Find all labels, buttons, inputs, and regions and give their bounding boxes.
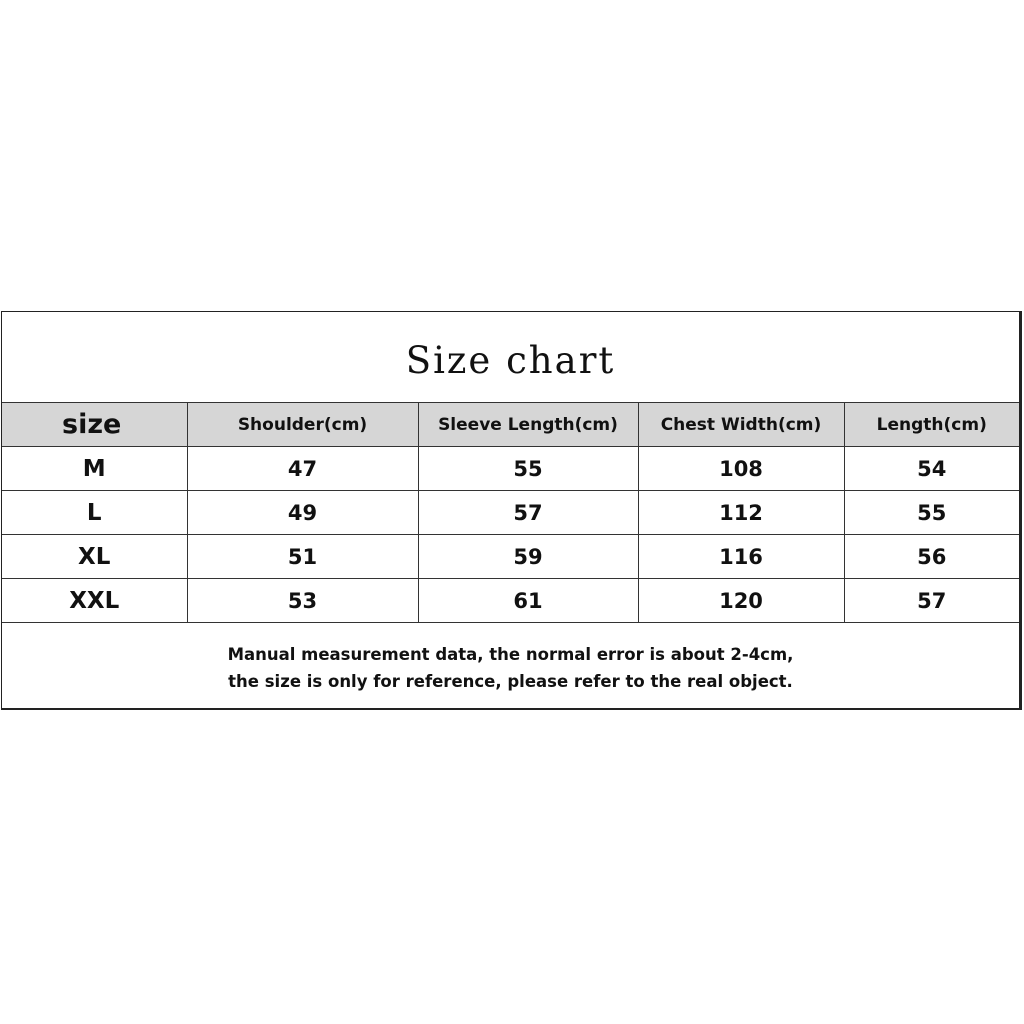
note-line: Manual measurement data, the normal error is about 2-4cm, (227, 645, 794, 664)
length-cell: 56 (844, 535, 1019, 579)
sleeve-length-cell: 59 (418, 535, 638, 579)
table-row (2, 535, 1019, 579)
shoulder-cell: 53 (187, 579, 418, 623)
size-cell: XL (2, 535, 187, 579)
table-row (2, 491, 1019, 535)
chest-width-cell: 116 (638, 535, 844, 579)
note-line: the size is only for reference, please refer to the real object. (228, 672, 793, 691)
chart-title: Size chart (405, 338, 616, 382)
column-header-size: size (2, 403, 187, 447)
size-chart (1, 311, 1022, 710)
shoulder-cell: 49 (187, 491, 418, 535)
table-row (2, 447, 1019, 491)
shoulder-cell: 47 (187, 447, 418, 491)
column-header-shoulder: Shoulder(cm) (187, 403, 418, 447)
column-header-sleeve-length: Sleeve Length(cm) (418, 403, 638, 447)
sleeve-length-cell: 57 (418, 491, 638, 535)
column-header-length: Length(cm) (844, 403, 1019, 447)
chest-width-cell: 108 (638, 447, 844, 491)
table-header-row (2, 403, 1019, 447)
measurement-note (2, 626, 1019, 710)
column-header-chest-width: Chest Width(cm) (638, 403, 844, 447)
sleeve-length-cell: 61 (418, 579, 638, 623)
length-cell: 57 (844, 579, 1019, 623)
length-cell: 55 (844, 491, 1019, 535)
size-cell: M (2, 447, 187, 491)
table-row (2, 579, 1019, 623)
size-cell: XXL (2, 579, 187, 623)
sleeve-length-cell: 55 (418, 447, 638, 491)
shoulder-cell: 51 (187, 535, 418, 579)
size-table (2, 402, 1019, 623)
size-cell: L (2, 491, 187, 535)
chest-width-cell: 120 (638, 579, 844, 623)
length-cell: 54 (844, 447, 1019, 491)
chest-width-cell: 112 (638, 491, 844, 535)
